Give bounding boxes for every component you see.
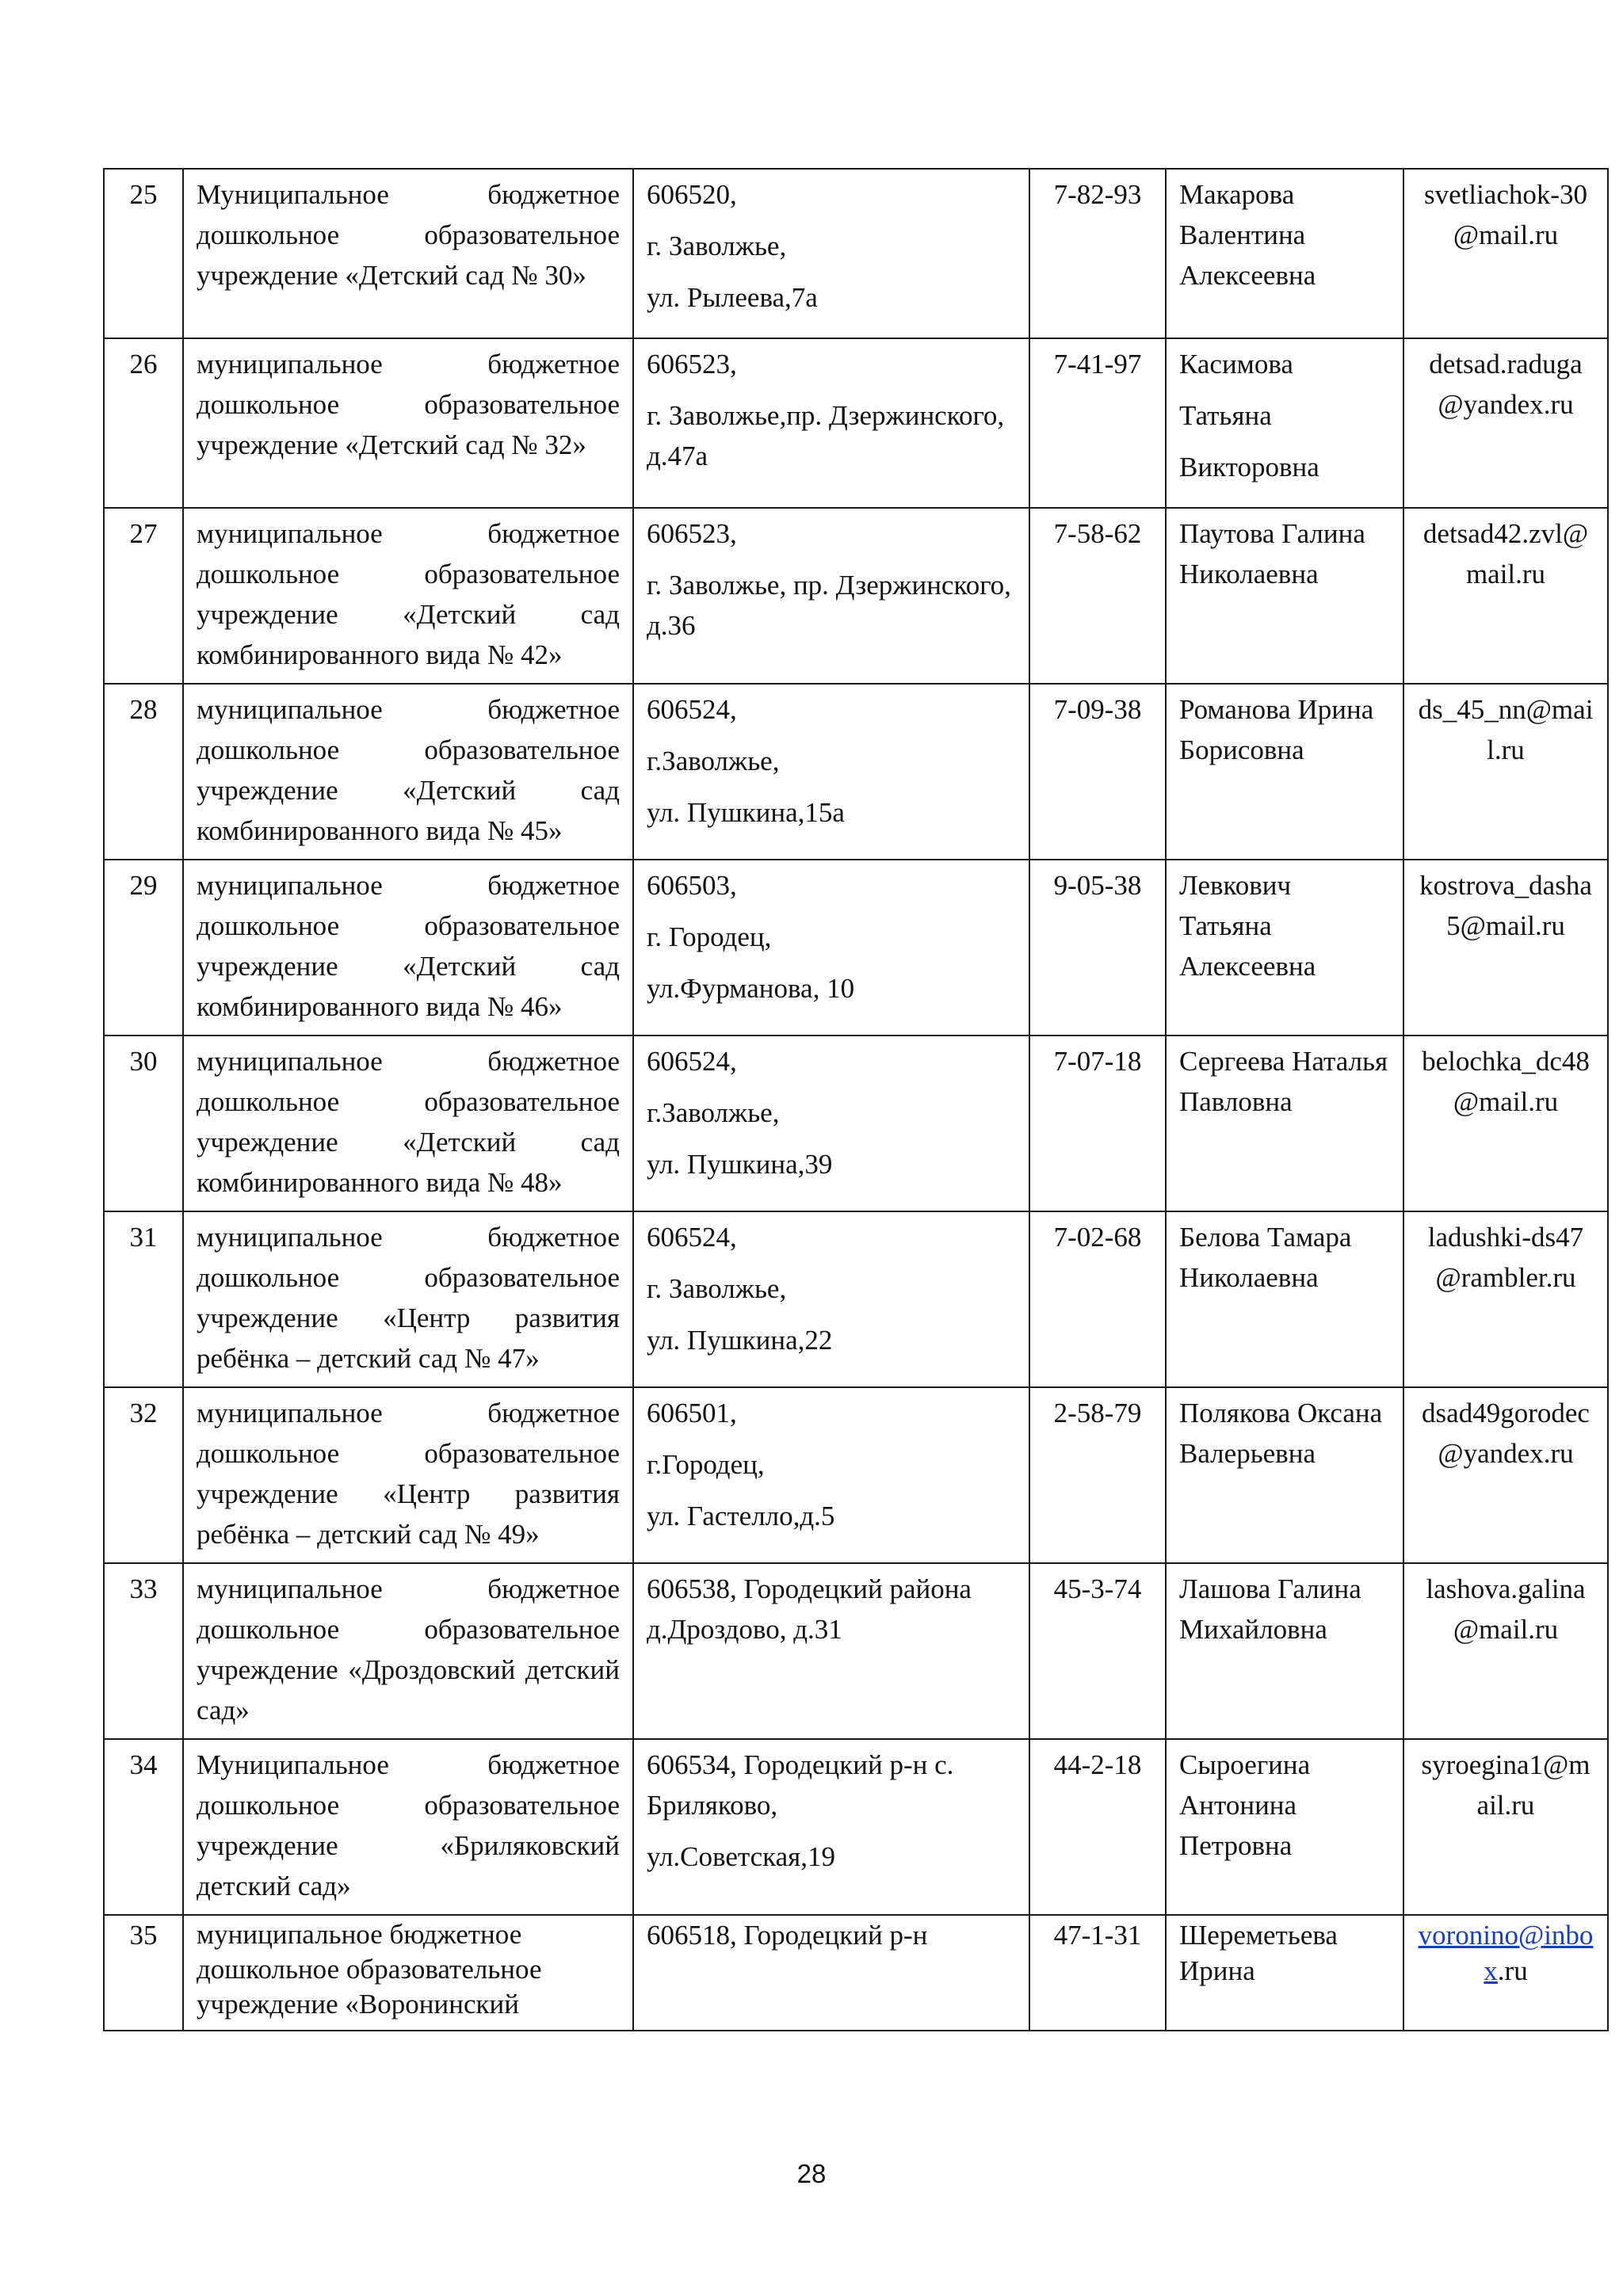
table-row <box>104 684 1608 860</box>
institution-name: Муниципальное бюджетное дошкольное образовательное учреждение «Бриляковский детский сад» <box>197 1749 620 1901</box>
institution-name: Муниципальное бюджетное дошкольное образовательное учреждение «Детский сад № 30» <box>197 179 620 291</box>
address-cell <box>633 684 1029 860</box>
table-body <box>104 169 1608 2031</box>
institution-name-cell <box>183 1035 633 1211</box>
row-number: 27 <box>129 518 158 549</box>
address-cell <box>633 860 1029 1035</box>
email-cell <box>1403 1211 1608 1387</box>
phone-number: 45-3-74 <box>1053 1573 1142 1604</box>
phone-number: 47-1-31 <box>1053 1920 1142 1951</box>
address-cell <box>633 169 1029 338</box>
institution-name: муниципальное бюджетное дошкольное образовательное учреждение «Детский сад комбинированного вида № 48» <box>197 1046 620 1198</box>
row-number-cell <box>104 684 183 860</box>
director-name: Макарова Валентина Алексеевна <box>1179 179 1316 291</box>
director-name: Романова Ирина Борисовна <box>1179 694 1374 765</box>
address-line: 606503, <box>647 870 737 901</box>
page-number: 28 <box>796 2159 827 2188</box>
row-number-cell <box>104 1915 183 2031</box>
address-line: г.Заволжье, <box>647 746 780 776</box>
phone-cell <box>1029 1035 1166 1211</box>
row-number: 25 <box>129 179 158 210</box>
institution-name-cell <box>183 1739 633 1915</box>
director-cell <box>1166 1563 1403 1739</box>
address-line: 606538, Городецкий района д.Дроздово, д.31 <box>647 1573 972 1645</box>
address-line: ул. Пушкина,22 <box>647 1325 833 1356</box>
address-line: ул. Пушкина,39 <box>647 1149 833 1180</box>
phone-cell <box>1029 169 1166 338</box>
director-cell <box>1166 1915 1403 2031</box>
email-cell <box>1403 169 1608 338</box>
institution-name: муниципальное бюджетное дошкольное образовательное учреждение «Детский сад комбинированного вида № 45» <box>197 694 620 846</box>
table-row <box>104 338 1608 508</box>
director-cell <box>1166 1211 1403 1387</box>
director-name: Паутова Галина Николаевна <box>1179 518 1365 589</box>
institution-name-cell <box>183 860 633 1035</box>
table-row <box>104 1211 1608 1387</box>
row-number-cell <box>104 1739 183 1915</box>
phone-number: 9-05-38 <box>1053 870 1142 901</box>
row-number-cell <box>104 860 183 1035</box>
address-line: 606524, <box>647 1222 737 1253</box>
row-number: 28 <box>129 694 158 725</box>
institution-name-cell <box>183 338 633 508</box>
address-line: 606523, <box>647 518 737 549</box>
phone-number: 44-2-18 <box>1053 1749 1142 1780</box>
email-cell <box>1403 1387 1608 1563</box>
director-cell <box>1166 1739 1403 1915</box>
email-address: detsad.raduga@yandex.ru <box>1429 349 1583 420</box>
row-number: 32 <box>129 1398 158 1428</box>
address-line: 606523, <box>647 349 737 379</box>
table-row <box>104 860 1608 1035</box>
row-number: 29 <box>129 870 158 901</box>
table-row <box>104 1387 1608 1563</box>
phone-cell <box>1029 1387 1166 1563</box>
email-cell <box>1403 1035 1608 1211</box>
director-name: Татьяна <box>1179 400 1272 431</box>
email-suffix: .ru <box>1497 1955 1528 1986</box>
row-number: 33 <box>129 1573 158 1604</box>
table-row <box>104 1035 1608 1211</box>
email-address: svetliachok-30@mail.ru <box>1423 179 1588 250</box>
director-name: Касимова <box>1179 349 1293 379</box>
address-line: ул.Фурманова, 10 <box>647 973 855 1004</box>
table-row <box>104 1915 1608 2031</box>
table-row <box>104 1563 1608 1739</box>
phone-number: 7-09-38 <box>1053 694 1142 725</box>
institution-name: муниципальное бюджетное дошкольное образовательное учреждение «Детский сад комбинированного вида № 46» <box>197 870 620 1022</box>
address-line: ул. Рылеева,7а <box>647 282 818 313</box>
email-address: belochka_dc48@mail.ru <box>1422 1046 1590 1117</box>
phone-number: 7-82-93 <box>1053 179 1142 210</box>
institution-name-cell <box>183 1563 633 1739</box>
row-number: 26 <box>129 349 158 379</box>
address-cell <box>633 338 1029 508</box>
address-line: г. Заволжье,пр. Дзержинского, д.47а <box>647 400 1005 471</box>
row-number-cell <box>104 1035 183 1211</box>
email-address: ladushki-ds47@rambler.ru <box>1427 1222 1584 1293</box>
director-cell <box>1166 508 1403 684</box>
address-line: г.Городец, <box>647 1449 765 1480</box>
institution-name: муниципальное бюджетное дошкольное образовательное учреждение «Детский сад комбинированного вида № 42» <box>197 518 620 670</box>
email-cell <box>1403 1563 1608 1739</box>
row-number: 30 <box>129 1046 158 1077</box>
phone-cell <box>1029 508 1166 684</box>
phone-cell <box>1029 1563 1166 1739</box>
director-name: Шереметьева Ирина <box>1179 1920 1338 1986</box>
phone-number: 2-58-79 <box>1053 1398 1142 1428</box>
table-row <box>104 508 1608 684</box>
institution-name: муниципальное бюджетное дошкольное образовательное учреждение «Центр развития ребёнка – детский сад № 49» <box>197 1398 620 1550</box>
address-line: ул. Пушкина,15а <box>647 797 845 828</box>
address-cell <box>633 1035 1029 1211</box>
phone-cell <box>1029 1211 1166 1387</box>
institution-name-cell <box>183 684 633 860</box>
row-number-cell <box>104 508 183 684</box>
institution-name-cell <box>183 1211 633 1387</box>
address-line: ул. Гастелло,д.5 <box>647 1501 835 1531</box>
phone-number: 7-41-97 <box>1053 349 1142 379</box>
phone-cell <box>1029 684 1166 860</box>
row-number-cell <box>104 338 183 508</box>
director-name: Викторовна <box>1179 452 1319 482</box>
email-cell <box>1403 508 1608 684</box>
phone-cell <box>1029 338 1166 508</box>
address-cell <box>633 1387 1029 1563</box>
institution-name-cell <box>183 1915 633 2031</box>
phone-number: 7-02-68 <box>1053 1222 1142 1253</box>
email-cell <box>1403 1915 1608 2031</box>
director-cell <box>1166 169 1403 338</box>
address-line: 606501, <box>647 1398 737 1428</box>
director-cell <box>1166 860 1403 1035</box>
address-line: г. Заволжье, пр. Дзержинского, д.36 <box>647 570 1011 641</box>
row-number-cell <box>104 1563 183 1739</box>
address-line: г. Городец, <box>647 921 772 952</box>
email-address: dsad49gorodec@yandex.ru <box>1422 1398 1590 1469</box>
institutions-table <box>103 168 1609 2031</box>
table-row <box>104 1739 1608 1915</box>
director-name: Лашова Галина Михайловна <box>1179 1573 1361 1645</box>
address-cell <box>633 1211 1029 1387</box>
address-cell <box>633 508 1029 684</box>
address-line: 606524, <box>647 694 737 725</box>
row-number: 31 <box>129 1222 158 1253</box>
row-number-cell <box>104 1387 183 1563</box>
phone-cell <box>1029 1915 1166 2031</box>
director-name: Сыроегина Антонина Петровна <box>1179 1749 1311 1861</box>
institution-name: муниципальное бюджетное дошкольное образовательное учреждение «Воронинский <box>197 1919 542 2019</box>
phone-number: 7-58-62 <box>1053 518 1142 549</box>
address-line: 606524, <box>647 1046 737 1077</box>
address-line: 606520, <box>647 179 737 210</box>
address-line: г. Заволжье, <box>647 231 787 261</box>
row-number-cell <box>104 169 183 338</box>
institution-name-cell <box>183 1387 633 1563</box>
director-cell <box>1166 684 1403 860</box>
row-number: 35 <box>129 1920 158 1951</box>
institution-name: муниципальное бюджетное дошкольное образовательное учреждение «Дроздовский детский сад» <box>197 1573 620 1726</box>
email-cell <box>1403 1739 1608 1915</box>
phone-cell <box>1029 860 1166 1035</box>
table-row <box>104 169 1608 338</box>
institution-name-cell <box>183 169 633 338</box>
director-cell <box>1166 1035 1403 1211</box>
phone-number: 7-07-18 <box>1053 1046 1142 1077</box>
address-line: 606534, Городецкий р-н с. Бриляково, <box>647 1749 954 1821</box>
director-name: Белова Тамара Николаевна <box>1179 1222 1352 1293</box>
address-cell <box>633 1739 1029 1915</box>
director-name: Сергеева Наталья Павловна <box>1179 1046 1388 1117</box>
address-cell <box>633 1563 1029 1739</box>
address-line: г. Заволжье, <box>647 1273 787 1304</box>
email-cell <box>1403 684 1608 860</box>
row-number-cell <box>104 1211 183 1387</box>
email-address: ds_45_nn@mail.ru <box>1418 694 1594 765</box>
institution-name: муниципальное бюджетное дошкольное образовательное учреждение «Детский сад № 32» <box>197 349 620 460</box>
email-address: syroegina1@mail.ru <box>1421 1749 1591 1821</box>
email-address: lashova.galina@mail.ru <box>1426 1573 1586 1645</box>
address-line: г.Заволжье, <box>647 1097 780 1128</box>
institution-name: муниципальное бюджетное дошкольное образовательное учреждение «Центр развития ребёнка – детский сад № 47» <box>197 1222 620 1374</box>
email-link[interactable]: voronino@inbox <box>1418 1920 1594 1986</box>
address-cell <box>633 1915 1029 2031</box>
address-line: 606518, Городецкий р-н <box>647 1920 928 1951</box>
director-cell <box>1166 1387 1403 1563</box>
address-line: ул.Советская,19 <box>647 1841 835 1872</box>
row-number: 34 <box>129 1749 158 1780</box>
email-address: kostrova_dasha5@mail.ru <box>1419 870 1592 941</box>
director-name: Полякова Оксана Валерьевна <box>1179 1398 1383 1469</box>
director-name: Левкович Татьяна Алексеевна <box>1179 870 1316 982</box>
email-cell <box>1403 860 1608 1035</box>
phone-cell <box>1029 1739 1166 1915</box>
email-address: detsad42.zvl@mail.ru <box>1423 518 1589 589</box>
email-cell <box>1403 338 1608 508</box>
director-cell <box>1166 338 1403 508</box>
institution-name-cell <box>183 508 633 684</box>
